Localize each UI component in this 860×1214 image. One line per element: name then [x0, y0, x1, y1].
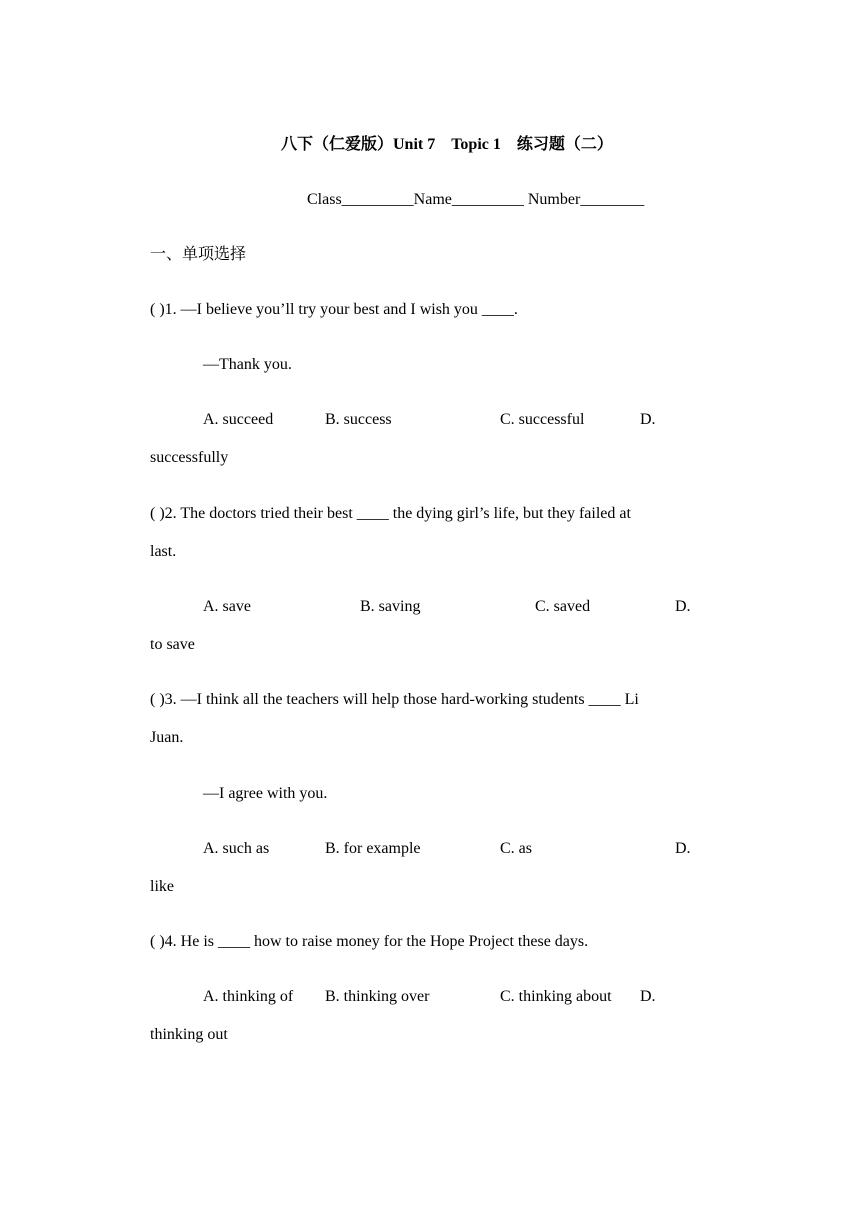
option-a: A. save [203, 598, 251, 615]
option-a: A. such as [203, 840, 270, 857]
student-info-line: Class_________Name_________ Number________ [307, 191, 645, 208]
option-d-wrap: thinking out [150, 1026, 228, 1043]
question-stem: ( )1. —I believe you’ll try your best and I wish you ____. [150, 301, 518, 318]
question-stem: ( )4. He is ____ how to raise money for the Hope Project these days. [150, 933, 589, 950]
question-stem: ( )3. —I think all the teachers will help those hard-working students ____ Li [150, 691, 639, 708]
option-d-wrap: successfully [150, 449, 229, 466]
option-b: B. success [325, 411, 392, 428]
option-c: C. successful [500, 411, 585, 428]
page-title: 八下（仁爱版）Unit 7 Topic 1 练习题（二） [281, 136, 613, 153]
option-d: D. [675, 840, 691, 857]
option-b: B. saving [360, 598, 421, 615]
option-a: A. thinking of [203, 988, 294, 1005]
option-d-wrap: to save [150, 636, 195, 653]
question-stem: ( )2. The doctors tried their best ____ the dying girl’s life, but they failed at [150, 505, 631, 522]
option-d: D. [640, 988, 656, 1005]
option-a: A. succeed [203, 411, 274, 428]
question-stem-wrap: Juan. [150, 729, 184, 746]
option-d: D. [675, 598, 691, 615]
question-reply: —Thank you. [203, 356, 292, 373]
option-c: C. as [500, 840, 532, 857]
option-c: C. thinking about [500, 988, 612, 1005]
option-d: D. [640, 411, 656, 428]
option-d-wrap: like [150, 878, 174, 895]
option-b: B. thinking over [325, 988, 430, 1005]
question-stem-wrap: last. [150, 543, 177, 560]
option-b: B. for example [325, 840, 421, 857]
question-reply: —I agree with you. [203, 785, 328, 802]
option-c: C. saved [535, 598, 591, 615]
section-heading: 一、单项选择 [150, 246, 247, 263]
